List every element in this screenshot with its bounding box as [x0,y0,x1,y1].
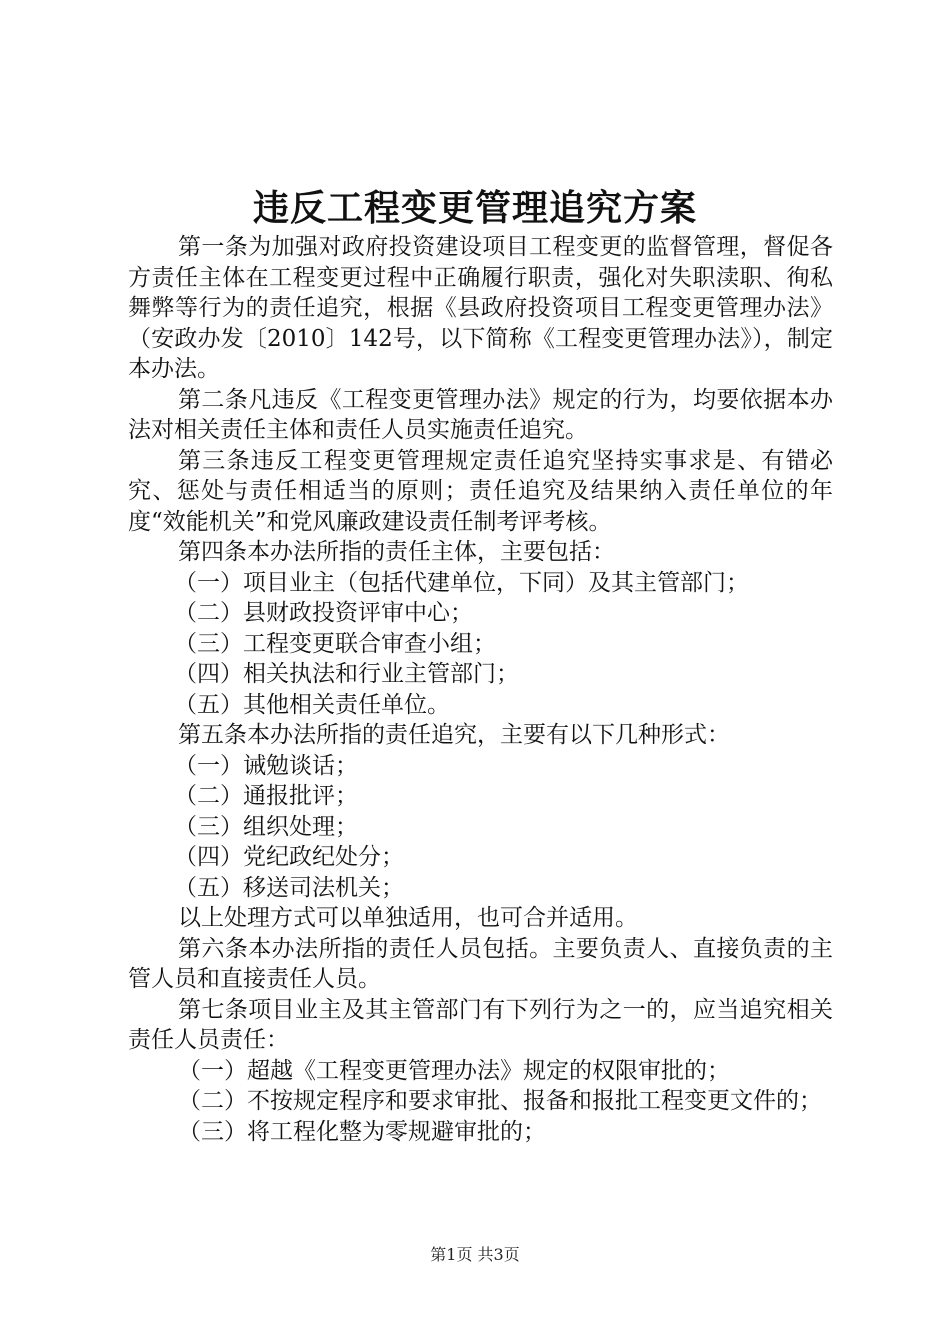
list-item: （二）县财政投资评审中心； [174,600,473,626]
list-item: （三）组织处理； [174,813,358,840]
paragraph-article-4: 第四条本办法所指的责任主体，主要包括： [178,539,615,565]
list-item: （四）党纪政纪处分； [174,844,404,870]
paragraph-article-1: 第一条为加强对政府投资建设项目工程变更的监督管理，督促各方责任主体在工程变更过程中正确履行职责，强化对失职渎职、徇私舞弊等行为的责任追究，根据《县政府投资项目工程变更管理办法》（安政办发〔2010〕142号，以下简称《工程变更管理办法》），制定本办法。 [128,234,833,382]
paragraph-article-7: 第七条项目业主及其主管部门有下列行为之一的，应当追究相关责任人员责任： [128,996,833,1053]
page-number-footer: 第1页 共3页 [430,1245,520,1264]
paragraph-article-2: 第二条凡违反《工程变更管理办法》规定的行为，均要依据本办法对相关责任主体和责任人员实施责任追究。 [128,386,833,443]
list-item: （一）超越《工程变更管理办法》规定的权限审批的； [178,1057,730,1084]
list-item: （一）项目业主（包括代建单位，下同）及其主管部门； [174,569,749,596]
list-item: （三）工程变更联合审查小组； [174,630,496,657]
list-item: （五）其他相关责任单位。 [174,691,450,718]
list-item: （二）不按规定程序和要求审批、报备和报批工程变更文件的； [178,1088,822,1114]
list-item: （四）相关执法和行业主管部门； [174,661,519,687]
paragraph-note: 以上处理方式可以单独适用，也可合并适用。 [178,905,638,931]
paragraph-article-6: 第六条本办法所指的责任人员包括。主要负责人、直接负责的主管人员和直接责任人员。 [128,935,833,992]
list-item: （三）将工程化整为零规避审批的； [178,1118,546,1145]
list-item: （二）通报批评； [174,783,358,809]
list-item: （五）移送司法机关； [174,874,404,901]
paragraph-article-3: 第三条违反工程变更管理规定责任追究坚持实事求是、有错必究、惩处与责任相适当的原则；责任追究及结果纳入责任单位的年度“效能机关”和党风廉政建设责任制考评考核。 [128,447,833,535]
list-item: （一）诫勉谈话； [174,752,358,779]
paragraph-article-5: 第五条本办法所指的责任追究，主要有以下几种形式： [178,722,730,748]
document-title: 违反工程变更管理追究方案 [252,187,697,229]
document-body [128,232,833,1147]
